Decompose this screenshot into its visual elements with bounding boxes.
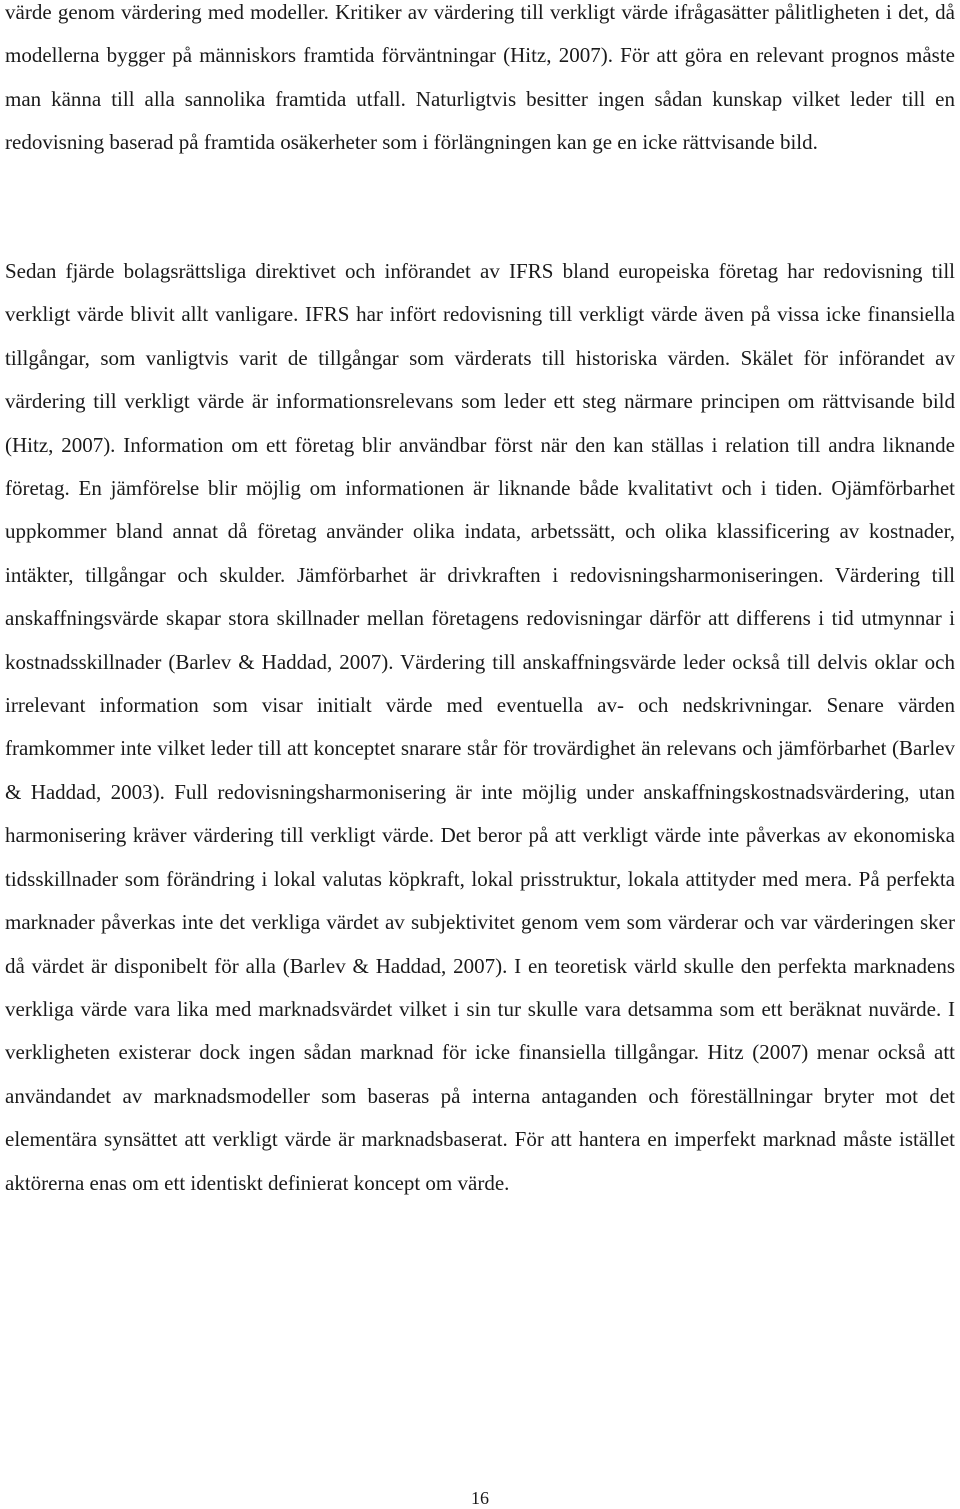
- page-number: 16: [471, 1488, 489, 1508]
- body-paragraph-1: värde genom värdering med modeller. Kritiker av värdering till verkligt värde ifrågasätter pålitligheten i det, då modellerna bygger på människors framtida förväntningar (Hitz, 2007). För att göra en relevant prognos måste man känna till alla sannolika framtida utfall. Naturligtvis besitter ingen sådan kunskap vilket leder till en redovisning baserad på framtida osäkerheter som i förlängningen kan ge en icke rättvisande bild.: [5, 0, 955, 155]
- body-paragraph-2: Sedan fjärde bolagsrättsliga direktivet och införandet av IFRS bland europeiska företag har redovisning till verkligt värde blivit allt vanligare. IFRS har infört redovisning till verkligt värde även på vissa icke finansiella tillgångar, som vanligtvis varit de tillgångar som värderats till historiska värden. Skälet för införandet av värdering till verkligt värde är informationsrelevans som leder ett steg närmare principen om rättvisande bild (Hitz, 2007). Information om ett företag blir användbar först när den kan ställas i relation till andra liknande företag. En jämförelse blir möjlig om informationen är liknande både kvalitativt och i tiden. Ojämförbarhet uppkommer bland annat då företag använder olika indata, arbetssätt, och olika klassificering av kostnader, intäkter, tillgångar och skulder. Jämförbarhet är drivkraften i redovisningsharmoniseringen. Värdering till anskaffningsvärde skapar stora skillnader mellan företagens redovisningar därför att differens i tid utmynnar i kostnadsskillnader (Barlev & Haddad, 2007). Värdering till anskaffningsvärde leder också till delvis oklar och irrelevant information som visar initialt värde med eventuella av- och nedskrivningar. Senare värden framkommer inte vilket leder till att konceptet snarare står för trovärdighet än relevans och jämförbarhet (Barlev & Haddad, 2003). Full redovisningsharmonisering är inte möjlig under anskaffningskostnadsvärdering, utan harmonisering kräver värdering till verkligt värde. Det beror på att verkligt värde inte påverkas av ekonomiska tidsskillnader som förändring i lokal valutas köpkraft, lokal prisstruktur, lokala attityder med mera. På perfekta marknader påverkas inte det verkliga värdet av subjektivitet genom vem som värderar och var värderingen sker då värdet är disponibelt för alla (Barlev & Haddad, 2007). I en teoretisk värld skulle den perfekta marknadens verkliga värde vara lika med marknadsvärdet vilket i sin tur skulle vara detsamma som ett beräknat nuvärde. I verkligheten existerar dock ingen sådan marknad för icke finansiella tillgångar. Hitz (2007) menar också att användandet av marknadsmodeller som baseras på interna antaganden och föreställningar bryter mot det elementära synsättet att verkligt värde är marknadsbaserat. För att hantera en imperfekt marknad måste istället aktörerna enas om ett identiskt definierat koncept om värde.: [5, 259, 955, 1195]
